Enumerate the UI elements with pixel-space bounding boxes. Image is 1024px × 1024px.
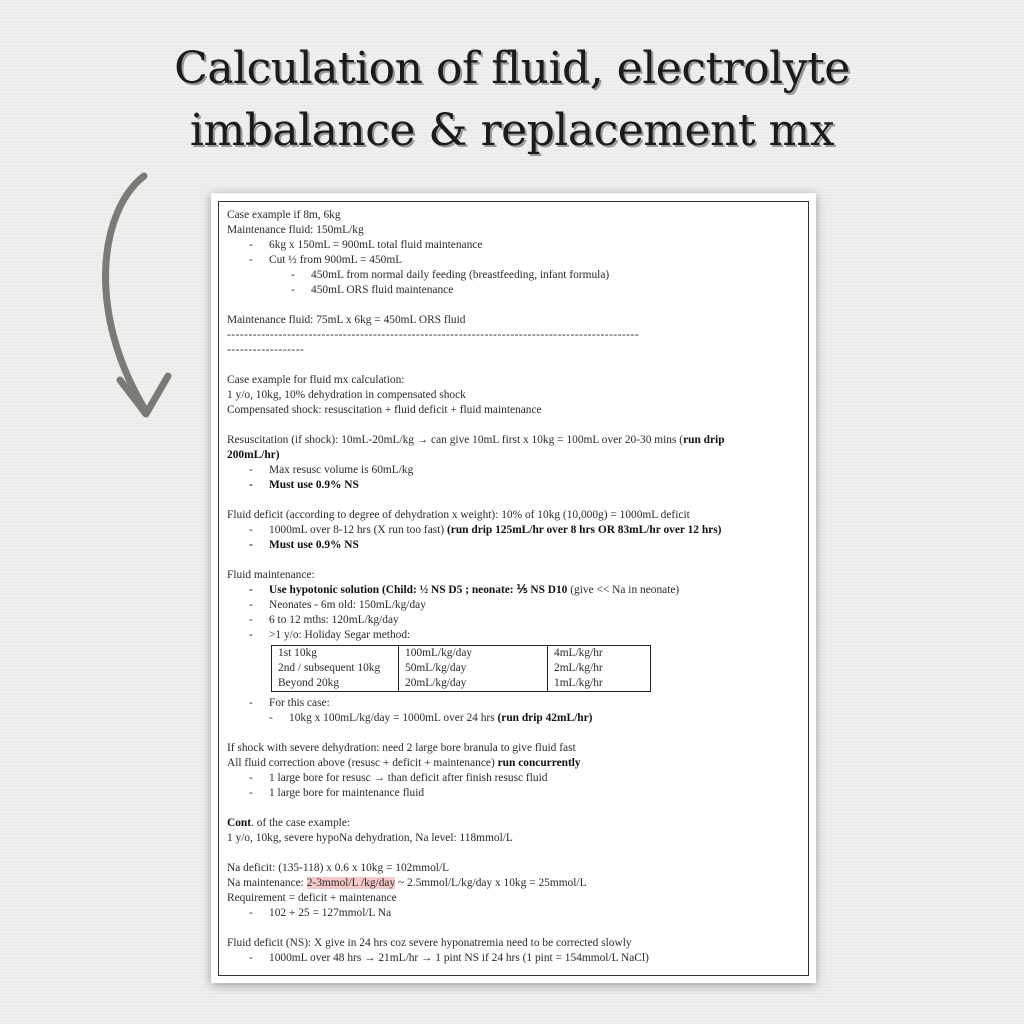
deficit-line: Fluid deficit (according to degree of dehydration x weight): 10% of 10kg (10,000g) = 1000mL deficit xyxy=(227,509,690,521)
list-item: - 1000mL over 48 hrs → 21mL/hr → 1 pint NS if 24 hrs (1 pint = 154mmol/L NaCl) xyxy=(227,951,801,966)
list-item: - Max resusc volume is 60mL/kg xyxy=(227,463,801,478)
shock-line-2: All fluid correction above (resusc + deficit + maintenance) run concurrently xyxy=(227,757,581,769)
list-item: - Use hypotonic solution (Child: ½ NS D5 ; neonate: ⅕ NS D10 (give << Na in neonate) xyxy=(227,583,801,598)
holiday-segar-table xyxy=(271,645,651,692)
list-item: - 450mL from normal daily feeding (breastfeeding, infant formula) xyxy=(227,268,801,283)
case1-maint-label: Maintenance fluid: 150mL/kg xyxy=(227,224,364,236)
document-body xyxy=(227,208,801,966)
curved-arrow-down-icon xyxy=(90,170,190,430)
list-item: - >1 y/o: Holiday Segar method: xyxy=(227,628,801,643)
list-item: - 6 to 12 mths: 120mL/kg/day xyxy=(227,613,801,628)
maint-heading: Fluid maintenance: xyxy=(227,569,315,581)
list-item: - 102 + 25 = 127mmol/L Na xyxy=(227,906,801,921)
case2-line-1: 1 y/o, 10kg, 10% dehydration in compensated shock xyxy=(227,389,466,401)
na-requirement: Requirement = deficit + maintenance xyxy=(227,892,397,904)
cont-line-1: 1 y/o, 10kg, severe hypoNa dehydration, Na level: 118mmol/L xyxy=(227,832,513,844)
table-cell: 4mL/kg/hr 2mL/kg/hr 1mL/kg/hr xyxy=(548,646,651,692)
case2-heading: Case example for fluid mx calculation: xyxy=(227,374,405,386)
list-item: - 1 large bore for resusc → than deficit after finish resusc fluid xyxy=(227,771,801,786)
na-maintenance: Na maintenance: 2-3mmol/L /kg/day ~ 2.5mmol/L/kg/day x 10kg = 25mmol/L xyxy=(227,877,587,889)
table-row xyxy=(272,646,651,692)
shock-line-1: If shock with severe dehydration: need 2 large bore branula to give fluid fast xyxy=(227,742,576,754)
resus-line-cont: 200mL/hr) xyxy=(227,449,280,461)
na-deficit: Na deficit: (135-118) x 0.6 x 10kg = 102mmol/L xyxy=(227,862,450,874)
table-cell: 1st 10kg 2nd / subsequent 10kg Beyond 20kg xyxy=(272,646,399,692)
list-item: - Must use 0.9% NS xyxy=(227,478,801,493)
list-item: - 6kg x 150mL = 900mL total fluid maintenance xyxy=(227,238,801,253)
list-item: - Neonates - 6m old: 150mL/kg/day xyxy=(227,598,801,613)
list-item: - 10kg x 100mL/kg/day = 1000mL over 24 hrs (run drip 42mL/hr) xyxy=(227,711,801,726)
list-item: - 450mL ORS fluid maintenance xyxy=(227,283,801,298)
list-item: - For this case: xyxy=(227,696,801,711)
document-border xyxy=(218,201,809,976)
divider-line: ------------------------------------------------------------------------------------------------ xyxy=(227,329,640,341)
title-line-2: imbalance & replacement mx xyxy=(189,105,835,156)
case1-heading: Case example if 8m, 6kg xyxy=(227,209,341,221)
case2-line-2: Compensated shock: resuscitation + fluid deficit + fluid maintenance xyxy=(227,404,542,416)
resus-line: Resuscitation (if shock): 10mL-20mL/kg → can give 10mL first x 10kg = 100mL over 20-30 mins (run drip xyxy=(227,434,725,446)
table-cell: 100mL/kg/day 50mL/kg/day 20mL/kg/day xyxy=(399,646,548,692)
case1-maint-2: Maintenance fluid: 75mL x 6kg = 450mL ORS fluid xyxy=(227,314,466,326)
page-title xyxy=(0,38,1024,162)
list-item: - 1000mL over 8-12 hrs (X run too fast) (run drip 125mL/hr over 8 hrs OR 83mL/hr over 12 hrs) xyxy=(227,523,801,538)
list-item: - 1 large bore for maintenance fluid xyxy=(227,786,801,801)
title-line-1: Calculation of fluid, electrolyte xyxy=(174,43,850,94)
list-item: - Must use 0.9% NS xyxy=(227,538,801,553)
divider-line: ------------------ xyxy=(227,344,305,356)
list-item: - Cut ½ from 900mL = 450mL xyxy=(227,253,801,268)
document-page xyxy=(211,193,816,983)
highlight: 2-3mmol/L /kg/day xyxy=(306,877,396,889)
cont-heading: Cont. of the case example: xyxy=(227,817,351,829)
ns-line-1: Fluid deficit (NS): X give in 24 hrs coz severe hyponatremia need to be corrected slowly xyxy=(227,937,632,949)
